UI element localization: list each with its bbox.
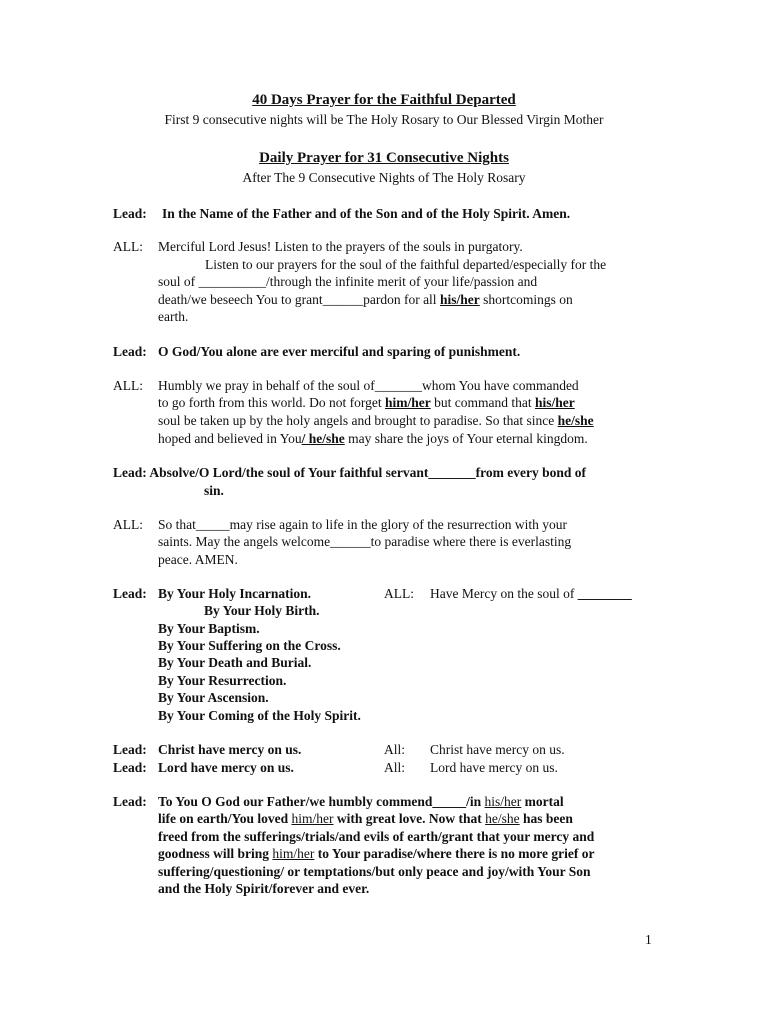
lead-line: life on earth/You loved him/her with great love. Now that he/she has been [158, 811, 573, 826]
lead-line: freed from the sufferings/trials/and evils of earth/grant that your mercy and [158, 829, 595, 844]
lead-label: Lead: [113, 206, 147, 221]
all-line: Humbly we pray in behalf of the soul of_______whom You have commanded [158, 378, 579, 393]
litany-item: By Your Holy Incarnation. [158, 586, 312, 601]
lead-line: suffering/questioning/ or temptations/but only peace and joy/with Your Son [158, 864, 591, 879]
lead-label: Lead: [113, 760, 147, 775]
all-line: peace. AMEN. [158, 552, 238, 567]
litany-item: By Your Resurrection. [158, 673, 287, 688]
litany-item: By Your Coming of the Holy Spirit. [158, 708, 361, 723]
all-line: death/we beseech You to grant______pardon for all his/her shortcomings on [158, 292, 573, 307]
litany-item: By Your Ascension. [158, 690, 269, 705]
lead-line: To You O God our Father/we humbly commend_____/in his/her mortal [158, 794, 564, 809]
lead-line: Christ have mercy on us. [158, 742, 302, 757]
all-line: Lord have mercy on us. [430, 760, 558, 775]
litany-item: By Your Holy Birth. [204, 603, 320, 618]
lead-label: Lead: [113, 586, 147, 601]
lead-line: Lead: Absolve/O Lord/the soul of Your faithful servant_______from every bond of [113, 465, 587, 480]
lead-line: sin. [204, 483, 224, 498]
all-line: Listen to our prayers for the soul of the faithful departed/especially for the [205, 257, 607, 272]
all-label: All: [384, 742, 406, 757]
all-line: soul be taken up by the holy angels and brought to paradise. So that since he/she [158, 413, 594, 428]
lead-label: Lead: [113, 344, 147, 359]
all-line: earth. [158, 309, 189, 324]
all-label: ALL: [384, 586, 414, 601]
lead-line: In the Name of the Father and of the Son and of the Holy Spirit. Amen. [162, 206, 571, 221]
page-number: 1 [645, 932, 652, 947]
page-title: 40 Days Prayer for the Faithful Departed [252, 92, 516, 108]
all-label: All: [384, 760, 406, 775]
lead-line: and the Holy Spirit/forever and ever. [158, 881, 370, 896]
all-label: ALL: [113, 517, 143, 532]
all-line: hoped and believed in You/ he/she may share the joys of Your eternal kingdom. [158, 431, 588, 446]
lead-line: goodness will bring him/her to Your paradise/where there is no more grief or [158, 846, 595, 861]
all-label: ALL: [113, 378, 143, 393]
all-line: Christ have mercy on us. [430, 742, 565, 757]
page-subtitle: First 9 consecutive nights will be The Holy Rosary to Our Blessed Virgin Mother [164, 112, 604, 127]
section-subtitle: After The 9 Consecutive Nights of The Holy Rosary [242, 170, 526, 185]
all-line: saints. May the angels welcome______to paradise where there is everlasting [158, 534, 572, 549]
litany-item: By Your Death and Burial. [158, 655, 312, 670]
lead-line: Lord have mercy on us. [158, 760, 294, 775]
all-line: soul of __________/through the infinite merit of your life/passion and [158, 274, 538, 289]
litany-item: By Your Suffering on the Cross. [158, 638, 341, 653]
lead-label: Lead: [113, 742, 147, 757]
all-line: to go forth from this world. Do not forget him/her but command that his/her [158, 395, 575, 410]
lead-label: Lead: [113, 794, 147, 809]
lead-line: O God/You alone are ever merciful and sparing of punishment. [158, 344, 521, 359]
all-line: So that_____may rise again to life in the glory of the resurrection with your [158, 517, 568, 532]
all-label: ALL: [113, 239, 143, 254]
section-title: Daily Prayer for 31 Consecutive Nights [259, 150, 509, 166]
all-line: Have Mercy on the soul of ________ [430, 586, 632, 601]
litany-item: By Your Baptism. [158, 621, 260, 636]
all-line: Merciful Lord Jesus! Listen to the prayers of the souls in purgatory. [158, 239, 523, 254]
